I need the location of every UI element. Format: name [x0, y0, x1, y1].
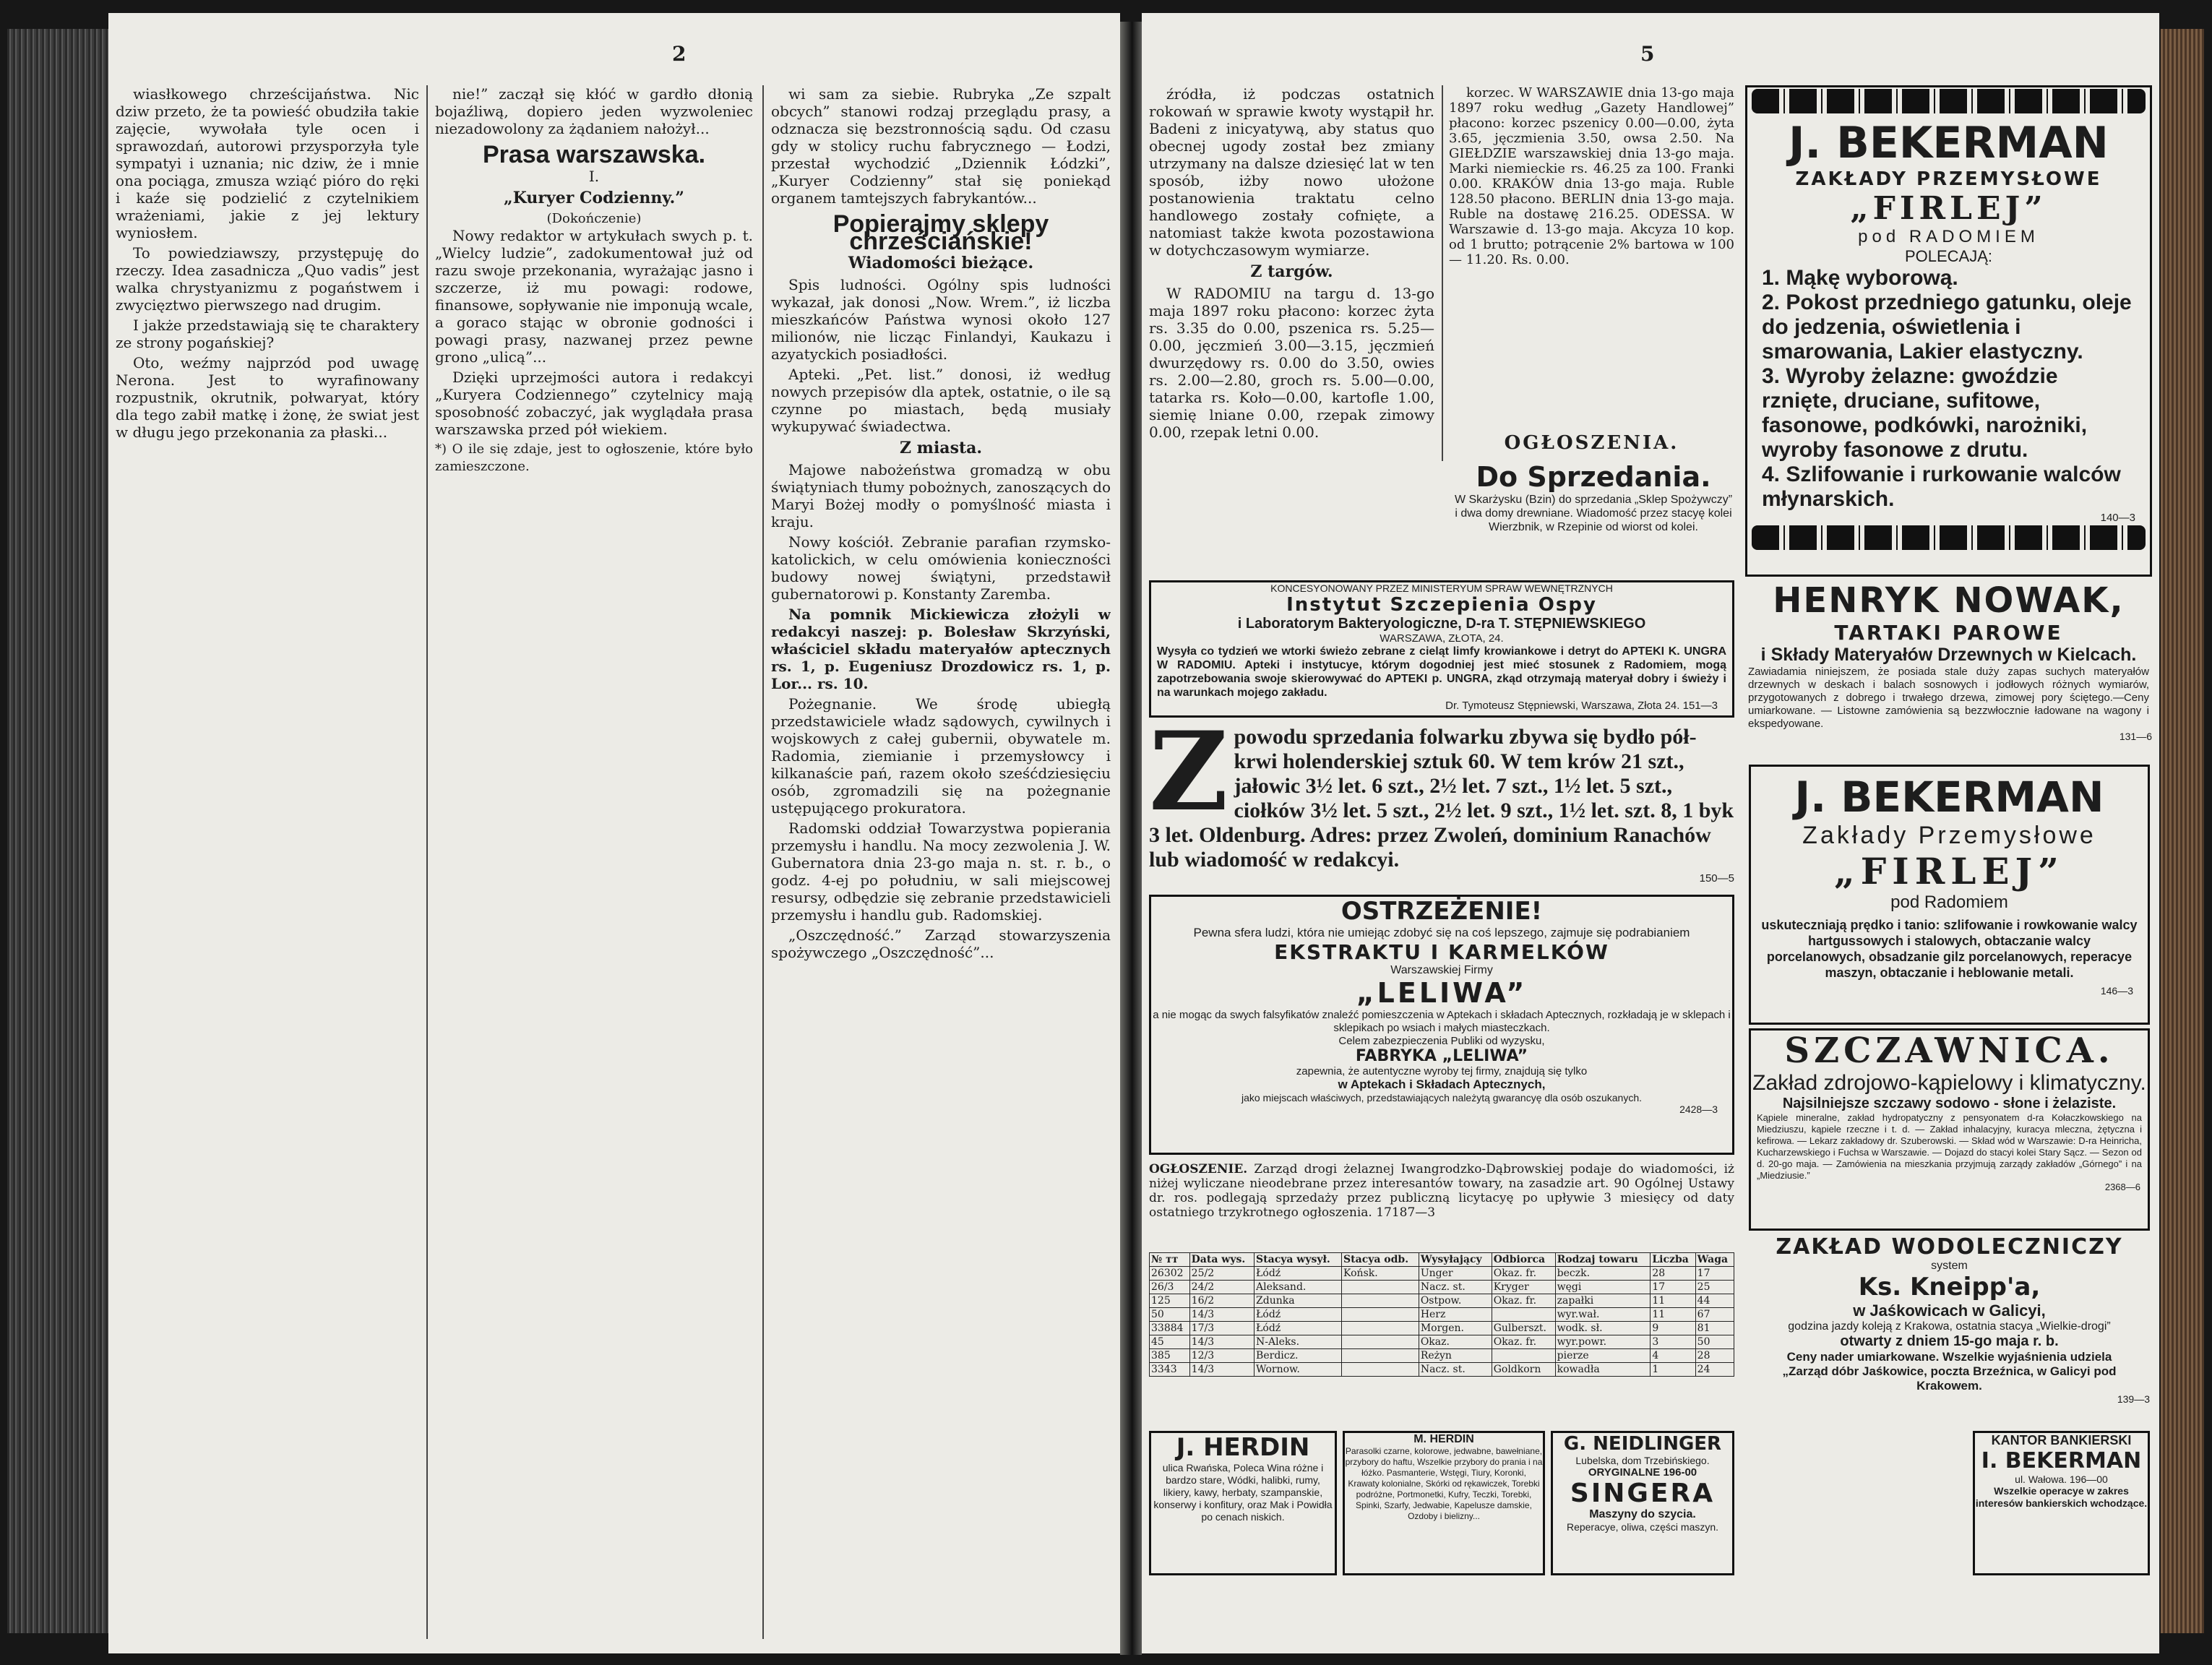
- ad-text: Wysyła co tydzień we wtorki świeżo zebrane z cieląt limfy krowiankowe i detryt do APTEKI K. UNGRA W RADOMIU. Apteki i instytucye, którym dogodniej jest mieć stosunek z Radomiem, mogą zapotrzebowania swoje skierowywać do APTEKI p. UNGRA, zkąd otrzymają materyał dobry i świeży i na warunkach mojego zakładu.: [1157, 645, 1726, 699]
- table-cell: Ostpow.: [1419, 1294, 1492, 1308]
- ad-text: system: [1931, 1260, 1968, 1272]
- ad-code: 150—5: [1699, 872, 1734, 885]
- ad-place: pod RADOMIEM: [1858, 227, 2039, 246]
- table-header-cell: Wysyłający: [1419, 1253, 1492, 1267]
- news-item: Pożegnanie. We środę ubiegłą przedstawiciele władz sądowych, cywilnych i wojskowych z całej gubernii, obywatele m. Radomia, ziemianie i przemysłowcy i kilkanaście pań, razem około sześćdziesięciu osób, zgromadzili się na pożegnanie ustępującego prokuratora.: [771, 695, 1111, 817]
- table-cell: 9: [1651, 1322, 1695, 1335]
- ad-brand: „LELIWA”: [1356, 977, 1528, 1009]
- table-cell: Łódź: [1255, 1267, 1342, 1281]
- book-edge-right: [2161, 29, 2204, 1633]
- ad-text: W Skarżysku (Bzin) do sprzedania „Sklep Spożywczy” i dwa domy drewniane. Wiadomość przez stacyę kolei Wierzbnik, w Rzepinie od wiorst od kolei.: [1454, 494, 1733, 533]
- left-column-3: [771, 85, 1111, 1646]
- table-cell: Nacz. st.: [1419, 1363, 1492, 1377]
- product-item: 3. Wyroby żelazne: gwoździe rznięte, druciane, sufitowe, fasonowe, podkówki, narożniki, wyroby fasonowe z drutu.: [1762, 364, 2088, 462]
- table-cell: wyr.wał.: [1555, 1308, 1651, 1322]
- left-column-2: [435, 85, 753, 1646]
- left-column-1: [116, 85, 419, 1646]
- ad-folwark: [1149, 725, 1734, 891]
- table-cell: 25/2: [1189, 1267, 1254, 1281]
- table-cell: N-Aleks.: [1255, 1335, 1342, 1349]
- ad-subtitle: ZAKŁADY PRZEMYSŁOWE: [1795, 168, 2102, 190]
- notice-text: Zarząd drogi żelaznej Iwangrodzko-Dąbrowskiej podaje do wiadomości, iż niżej wyliczane nieodebrane przez interesantów towary, na zasadzie art. 90 Ogólnej Ustawy dr. ros. podlegają sprzedaży przez publiczną licytacyę po upływie 3 miesięcy od daty ostatniego trzykrotnego ogłoszenia.: [1149, 1162, 1734, 1220]
- table-cell: 67: [1695, 1308, 1734, 1322]
- ad-text: w Aptekach i Składach Aptecznych,: [1338, 1077, 1546, 1091]
- ad-bekerman-zaklady: [1749, 765, 2150, 1025]
- ad-firm: FABRYKA „LELIWA”: [1355, 1047, 1528, 1065]
- ad-text: zapewnia, że autentyczne wyroby tej firmy, znajdują się tylko: [1296, 1065, 1588, 1077]
- table-cell: Łódź: [1255, 1308, 1342, 1322]
- page-number-right: 5: [1640, 42, 1655, 66]
- table-cell: [1342, 1335, 1419, 1349]
- ad-address: Lubelska, dom Trzebińskiego.: [1575, 1455, 1710, 1466]
- ad-code: 2428—3: [1679, 1103, 1718, 1115]
- ad-code: 140—3: [2100, 512, 2135, 524]
- table-cell: 28: [1695, 1349, 1734, 1363]
- ad-place: w Jaśkowicach w Galicyi,: [1853, 1302, 2046, 1320]
- table-cell: Końsk.: [1342, 1267, 1419, 1281]
- table-cell: 11: [1651, 1294, 1695, 1308]
- table-cell: Okaz.: [1419, 1335, 1492, 1349]
- article-paragraph: nie!” zaczął się kłóć w gardło dłonią bojaźliwą, dopiero jeden wyzwoleniec niezadowolony za żądaniem nałożył...: [435, 85, 753, 137]
- article-paragraph: Dzięki uprzejmości autora i redakcyi „Kuryera Codziennego” czytelnicy mają sposobność zobaczyć, jak wyglądała prasa warszawska przed pół wiekiem.: [435, 369, 753, 438]
- ad-title: HENRYK NOWAK,: [1773, 580, 2125, 621]
- ad-text: Zawiadamia niniejszem, że posiada stale duży zapas suchych materyałów drzewnych w deskach i balach sosnowych i jodłowych różnych wymiarów, przygotowanych z dobrego i trwałego drzewa, zimowej pory ściętego.—Ceny umiarkowane. — Listowne zamówienia są bezzwłocznie ładowane na wagony i ekspedyowane.: [1748, 666, 2149, 730]
- table-cell: 26302: [1150, 1267, 1190, 1281]
- table-row: [1150, 1308, 1734, 1322]
- table-cell: Goldkorn: [1492, 1363, 1555, 1377]
- ad-initial: Z: [1149, 725, 1228, 835]
- table-cell: 14/3: [1189, 1363, 1254, 1377]
- table-header-cell: Stacya wysył.: [1255, 1253, 1342, 1267]
- article-paragraph: Oto, weźmy najprzód pod uwagę Nerona. Jest to wyrafinowany rozpustnik, okrutnik, połwaryat, który dla tego zabił matkę i żonę, że swiat jest w długu jego przekonania za płaski...: [116, 354, 419, 441]
- ad-address: ul. Wałowa. 196—00: [2015, 1473, 2108, 1485]
- ad-subtitle: i Laboratorym Bakteryologiczne, D-ra T. STĘPNIEWSKIEGO: [1237, 616, 1646, 632]
- right-column-1: [1149, 85, 1434, 490]
- ad-text: Kąpiele mineralne, zakład hydropatyczny z pensyonatem d-ra Kołaczkowskiego na Miedziuszu, kąpiele rzeczne i t. d. — Zakład inhalacyjny, kuracya mleczna, żętyczna i kefirowa. — Lekarz zakładowy dr. Szuberowski. — Skład wód w Warszawie: D-ra Heinricha, Kucharzewskiego i Fuchsa w Warszawie. — Dojazd do stacyi kolei Stary Sącz. — Sezon od d. 20-go maja. — Zamówienia na mieszkania przyjmują zarządy zakładów „Górnego” i na „Miedziusie.”: [1757, 1112, 2142, 1181]
- ad-address: „Zarząd dóbr Jaśkowice, poczta Brzeźnica, w Galicyi pod Krakowem.: [1782, 1364, 2117, 1393]
- table-header-cell: Rodzaj towaru: [1555, 1253, 1651, 1267]
- ad-text: Reperacye, oliwa, części maszyn.: [1566, 1521, 1719, 1533]
- ad-title: G. NEIDLINGER: [1563, 1433, 1722, 1455]
- table-cell: 12/3: [1189, 1349, 1254, 1363]
- table-cell: [1342, 1308, 1419, 1322]
- ad-neidlinger: [1551, 1431, 1734, 1575]
- left-page: [108, 13, 1120, 1653]
- table-cell: [1342, 1363, 1419, 1377]
- ad-instytut: [1149, 580, 1734, 718]
- ad-bekerman-firlej: [1745, 85, 2152, 577]
- article-paragraph: źródła, iż podczas ostatnich rokowań w sprawie kwoty wystąpił hr. Badeni z inicyatywą, aby status quo obecnej ugody został bez zmiany utrzymany na dalsze dziesięć lat w ten sposób, iżby nowo ułożone postanowienia traktatu celno handlowego zostały cofnięte, a natomiast także kwota pozostawiona w dotychczasowym wymiarze.: [1149, 85, 1434, 259]
- table-cell: 3343: [1150, 1363, 1190, 1377]
- table-row: [1150, 1335, 1734, 1349]
- ad-ostrzezenie: [1149, 895, 1734, 1155]
- ad-text: ORYGINALNE 196-00: [1588, 1466, 1697, 1479]
- table-cell: Herz: [1419, 1308, 1492, 1322]
- table-cell: 4: [1651, 1349, 1695, 1363]
- ad-title: ZAKŁAD WODOLECZNICZY: [1776, 1234, 2123, 1260]
- table-cell: Wornow.: [1255, 1363, 1342, 1377]
- ad-code: 151—3: [1682, 700, 1718, 712]
- table-cell: 16/2: [1189, 1294, 1254, 1308]
- table-cell: 24/2: [1189, 1281, 1254, 1294]
- table-cell: Łódź: [1255, 1322, 1342, 1335]
- news-item: Radomski oddział Towarzystwa popierania przemysłu i handlu. Na mocy zezwolenia J. W. Gubernatora dnia 23-go maja n. st. r. b., o godz. 4-ej po południu, w sali miejscowej resursy, odbędzie się zebranie przedstawicieli przemysłu i handlu gub. Radomskiej.: [771, 819, 1111, 924]
- ad-text: Pewna sfera ludzi, która nie umiejąc zdobyć się na coś lepszego, zajmuje się podrabianiem: [1193, 926, 1690, 939]
- table-header-cell: № тт: [1150, 1253, 1190, 1267]
- table-row: [1150, 1363, 1734, 1377]
- table-row: [1150, 1294, 1734, 1308]
- rail-table-wrapper: [1149, 1252, 1734, 1426]
- subheading: Z miasta.: [899, 439, 983, 457]
- table-cell: Zdunka: [1255, 1294, 1342, 1308]
- table-cell: Kryger: [1492, 1281, 1555, 1294]
- table-cell: pierze: [1555, 1349, 1651, 1363]
- book-gutter: [1120, 22, 1142, 1655]
- chain-border: [1752, 525, 2146, 550]
- table-header-cell: Odbiorca: [1492, 1253, 1555, 1267]
- table-cell: 28: [1651, 1267, 1695, 1281]
- ad-subtitle: Zakład zdrojowo-kąpielowy i klimatyczny.: [1752, 1071, 2146, 1095]
- ad-subtitle: Najsilniejsze szczawy sodowo - słone i żelaziste.: [1782, 1096, 2117, 1111]
- ad-text: Wszelkie operacye w zakres interesów bankierskich wchodzące.: [1975, 1485, 2148, 1509]
- table-cell: 50: [1695, 1335, 1734, 1349]
- notice-title: OGŁOSZENIE.: [1149, 1162, 1248, 1176]
- ad-text: Ceny nader umiarkowane. Wszelkie wyjaśnienia udziela: [1786, 1350, 2112, 1364]
- table-cell: zapałki: [1555, 1294, 1651, 1308]
- ad-title: J. BEKERMAN: [1789, 118, 2109, 168]
- ad-text: Warszawskiej Firmy: [1390, 964, 1493, 976]
- ad-title: Instytut Szczepienia Ospy: [1286, 594, 1597, 616]
- table-cell: Okaz. fr.: [1492, 1335, 1555, 1349]
- ad-title: J. BEKERMAN: [1794, 773, 2104, 822]
- table-cell: 11: [1651, 1308, 1695, 1322]
- ad-name: Ks. Kneipp'a,: [1858, 1273, 2041, 1302]
- subheading: Wiadomości bieżące.: [848, 254, 1034, 272]
- ad-text: Celem zabezpieczenia Publiki od wyzysku,: [1338, 1035, 1545, 1047]
- table-cell: Okaz. fr.: [1492, 1267, 1555, 1281]
- table-cell: 50: [1150, 1308, 1190, 1322]
- table-cell: 17/3: [1189, 1322, 1254, 1335]
- table-cell: 45: [1150, 1335, 1190, 1349]
- ad-title: OSTRZEŻENIE!: [1340, 897, 1543, 926]
- ad-herdin: [1149, 1431, 1337, 1575]
- section-heading: Popierajmy sklepy chrześciańskie!: [832, 210, 1049, 255]
- column-rule: [762, 85, 764, 1639]
- table-cell: 3: [1651, 1335, 1695, 1349]
- column-rule: [1442, 85, 1443, 461]
- ad-text: Maszyny do szycia.: [1589, 1508, 1696, 1520]
- table-cell: 385: [1150, 1349, 1190, 1363]
- article-paragraph: wi sam za siebie. Rubryka „Ze szpalt obcych” stanowi rodzaj przeglądu prasy, a odznacza się bezstronnością sądu. Od czasu gdy w stolicy ruchu fabrycznego — Łodzi, przestał wychodzić „Dziennik Łódzki”, „Kuryer Codzienny” stał się poniekąd organem tamtejszych fabrykantów...: [771, 85, 1111, 207]
- table-cell: Unger: [1419, 1267, 1492, 1281]
- table-cell: wyr.powr.: [1555, 1335, 1651, 1349]
- table-cell: 14/3: [1189, 1308, 1254, 1322]
- ad-text: a nie mogąc da swych falsyfikatów znaleźć pomieszczenia w Aptekach i składach Aptecznych, rozkładają je w sklepach i sklepikach po wsiach i małych miasteczkach.: [1153, 1009, 1731, 1034]
- table-cell: 44: [1695, 1294, 1734, 1308]
- ad-subtitle: Zakłady Przemysłowe: [1802, 822, 2096, 849]
- table-cell: Reżyn: [1419, 1349, 1492, 1363]
- table-cell: kowadła: [1555, 1363, 1651, 1377]
- table-cell: 24: [1695, 1363, 1734, 1377]
- ad-do-sprzedania: [1453, 461, 1734, 577]
- product-item: 2. Pokost przedniego gatunku, oleje do jedzenia, oświetlenia i smarowania, Lakier elastyczny.: [1762, 291, 2132, 363]
- notice-code: 17187—3: [1376, 1205, 1436, 1220]
- table-cell: 125: [1150, 1294, 1190, 1308]
- table-row: [1150, 1349, 1734, 1363]
- column-rule: [426, 85, 428, 1639]
- ad-brand: SINGERA: [1570, 1479, 1716, 1508]
- ad-recommend: POLECAJĄ:: [1904, 247, 1993, 265]
- ad-subtitle: TARTAKI PAROWE: [1834, 621, 2063, 645]
- table-header-cell: Liczba: [1651, 1253, 1695, 1267]
- page-number-left: 2: [672, 42, 687, 66]
- subheading: Z targów.: [1250, 262, 1333, 281]
- table-cell: węgi: [1555, 1281, 1651, 1294]
- news-item: Na pomnik Mickiewicza złożyli w redakcyi naszej: p. Bolesław Skrzyński, właściciel składu materyałów aptecznych rs. 1, p. Eugeniusz Drozdowicz rs. 1, p. Lor... rs. 10.: [771, 606, 1111, 692]
- table-cell: 14/3: [1189, 1335, 1254, 1349]
- ad-code: 139—3: [2117, 1393, 2150, 1405]
- rail-notice: [1149, 1162, 1734, 1249]
- article-paragraph: I jakże przedstawiają się te charaktery ze strony pogańskiej?: [116, 317, 419, 351]
- ad-subtitle: i Składy Materyałów Drzewnych w Kielcach.: [1760, 645, 2137, 665]
- table-cell: Berdicz.: [1255, 1349, 1342, 1363]
- ad-kantor: [1973, 1431, 2150, 1575]
- ad-title: I. BEKERMAN: [1981, 1448, 2142, 1473]
- ad-brand: „FIRLEJ”: [1850, 190, 2047, 227]
- rail-table: [1149, 1252, 1734, 1377]
- news-item: „Oszczędność.” Zarząd stowarzyszenia spożywczego „Oszczędność”...: [771, 926, 1111, 961]
- table-cell: 1: [1651, 1363, 1695, 1377]
- ad-header: KANTOR BANKIERSKI: [1991, 1433, 2132, 1447]
- ad-text: uskuteczniają prędko i tanio: szlifowanie i rowkowanie walcy hartgussowych i stalowych, obtaczanie walcy porcelanowych, obsadzanie gilz porcelanowych, reperacye maszyn, obtaczanie i heblowanie metali.: [1761, 918, 2138, 980]
- table-cell: Gulberszt.: [1492, 1322, 1555, 1335]
- right-column-2: [1449, 85, 1734, 324]
- table-cell: [1342, 1349, 1419, 1363]
- ad-szczawnica: [1749, 1028, 2150, 1231]
- section-heading: Prasa warszawska.: [482, 141, 706, 168]
- table-cell: [1492, 1308, 1555, 1322]
- article-paragraph: Nowy redaktor w artykułach swych p. t. „Wielcy ludzie”, zadokumentował już od razu swoje przekonania, wyrażając jasno i szczerze, iż mu powagi: rodowe, finansowe, sopływanie nie imponują wcale, a goraco stając w obronie godności i powagi prasy, nazwanej przez pewne grono „ulicą”...: [435, 227, 753, 366]
- ad-address: WARSZAWA, ZŁOTA, 24.: [1380, 632, 1504, 645]
- table-header-cell: Waga: [1695, 1253, 1734, 1267]
- table-cell: Okaz. fr.: [1492, 1294, 1555, 1308]
- footnote: *) O ile się zdaje, jest to ogłoszenie, które było zamieszczone.: [435, 442, 753, 474]
- product-item: 1. Mąkę wyborową.: [1762, 266, 1958, 290]
- table-header-cell: Data wys.: [1189, 1253, 1254, 1267]
- ad-wodolecznictwo: [1749, 1234, 2150, 1429]
- news-item: Spis ludności. Ogólny spis ludności wykazał, jak donosi „Now. Wrem.”, iż liczba mieszkańców Państwa wynosi około 127 milionów, nie licząc Finlandyi, Kaukazu i azyatyckich posiadłości.: [771, 276, 1111, 363]
- product-item: 4. Szlifowanie i rurkowanie walców młynarskich.: [1762, 462, 2121, 511]
- ad-signature: Dr. Tymoteusz Stępniewski,: [1445, 700, 1579, 712]
- market-prices: korzec. W WARSZAWIE dnia 13-go maja 1897 roku według „Gazety Handlowej” płacono: korzec pszenicy 0.00—0.00, żyta 3.65, jęczmienia 3.50, owsa 2.50. Na GIEŁDZIE warszawskiej dnia 13-go maja. Marki niemieckie rs. 46.25 za 100. Franki 0.00. KRAKÓW dnia 13-go maja. Ruble 128.50 płacono. BERLIN dnia 13-go maja. Ruble na dostawę 216.25. ODESSA. W Warszawie d. 13-go maja. Akcyza 10 kop. od 1 brutto; potrącenie 2% bartowa w 100 — 11.20. Rs. 0.00.: [1449, 85, 1734, 267]
- table-cell: [1492, 1349, 1555, 1363]
- ad-title: M. HERDIN: [1413, 1433, 1474, 1445]
- article-paragraph: To powiedziawszy, przystępuję do rzeczy. Idea zasadnicza „Quo vadis” jest walka chrystyanizmu z pogaństwem i zwycięztwo pierwszego nad drugim.: [116, 244, 419, 314]
- ad-text: Parasolki czarne, kolorowe, jedwabne, bawełniane, przybory do haftu, Wszelkie przybory do prania i na łóżko. Pasmanterie, Wstęgi, Tiury, Koronki, Krawaty kolonialne, Skórki od rękawiczek, Torebki podróżne, Portmonetki, Kufry, Teczki, Torebki, Spinki, Szarfy, Jedwabie, Kapelusze damskie, Ozdoby i bielizny...: [1345, 1446, 1543, 1521]
- market-prices: W RADOMIU na targu d. 13-go maja 1897 roku płacono: korzec żyta rs. 3.35 do 0.00, pszenica rs. 5.25—0.00, jęczmień 3.00—3.15, jęczmień dwurzędowy rs. 0.00 do 3.50, owies rs. 2.00—2.80, groch rs. 5.00—0.00, tatarka rs. Koło—0.00, kartofle 1.00, siemię lniane 0.00, rzepak zimowy 0.00, rzepak letni 0.00.: [1149, 285, 1434, 441]
- table-cell: [1342, 1281, 1419, 1294]
- news-item: Apteki. „Pet. list.” donosi, iż według nowych przepisów dla aptek, ostatnie, o ile są czynne po miastach, będą musiały wykupywać świadectwa.: [771, 366, 1111, 435]
- subnote: (Dokończenie): [546, 211, 642, 226]
- table-cell: 26/3: [1150, 1281, 1190, 1294]
- table-cell: Nacz. st.: [1419, 1281, 1492, 1294]
- subheading: „Kuryer Codzienny.”: [504, 189, 684, 207]
- table-cell: wodk. sł.: [1555, 1322, 1651, 1335]
- ad-title: SZCZAWNICA.: [1784, 1031, 2114, 1071]
- ad-code: 131—6: [2119, 731, 2152, 742]
- table-cell: 17: [1651, 1281, 1695, 1294]
- ad-text: godzina jazdy koleją z Krakowa, ostatnia stacya „Wielkie-drogi”: [1788, 1320, 2111, 1333]
- ad-text: ulica Rwańska, Poleca Wina różne i bardzo stare, Wódki, halibki, rumy, likiery, kawy, herbaty, szampanskie, konserwy i konfitury, oraz Mak i Powidła po cenach niskich.: [1153, 1462, 1333, 1523]
- table-cell: [1342, 1322, 1419, 1335]
- ad-city: Warszawa, Złota 24.: [1581, 700, 1680, 712]
- table-row: [1150, 1267, 1734, 1281]
- notices-title: OGŁOSZENIA.: [1504, 432, 1679, 454]
- ad-code: 146—3: [2100, 985, 2133, 997]
- news-item: Nowy kościół. Zebranie parafian rzymsko-katolickich, w celu omówienia konieczności budowy nowej świątyni, przedstawił gubernatorowi p. Konstanty Zaremba.: [771, 533, 1111, 603]
- ad-code: 2368—6: [2104, 1182, 2140, 1192]
- book-edge-left: [7, 29, 116, 1633]
- table-row: [1150, 1281, 1734, 1294]
- table-cell: [1342, 1294, 1419, 1308]
- ad-title: J. HERDIN: [1176, 1433, 1310, 1462]
- news-item: Majowe nabożeństwa gromadzą w obu świątyniach tłumy pobożnych, zanoszących do Maryi Bożej modły o pomyślność miasta i kraju.: [771, 461, 1111, 530]
- ad-header: KONCESYONOWANY PRZEZ MINISTERYUM SPRAW WEWNĘTRZNYCH: [1270, 582, 1613, 594]
- ad-product: EKSTRAKTU I KARMELKÓW: [1274, 940, 1609, 964]
- ad-m-herdin: [1343, 1431, 1545, 1575]
- ad-text: jako miejscach właściwych, przedstawiających należytą gwarancyę dla osób oszukanych.: [1241, 1092, 1643, 1103]
- ad-text: otwarty z dniem 15-go maja r. b.: [1840, 1333, 2059, 1349]
- ad-place: pod Radomiem: [1890, 892, 2008, 912]
- table-cell: 33884: [1150, 1322, 1190, 1335]
- table-cell: beczk.: [1555, 1267, 1651, 1281]
- ad-text: powodu sprzedania folwarku zbywa się bydło pół-krwi holenderskiej sztuk 60. W tem krów 21 szt., jałowic 3½ let. 6 szt., 2½ let. 7 szt., 1½ let. 5 szt., ciołków 3½ let. 5 szt., 2½ let. 9 szt., 1½ let. szt. 8, 1 byk 3 let. Oldenburg. Adres: przez Zwoleń, dominium Ranachów lub wiadomość w redakcyi.: [1149, 725, 1734, 872]
- right-page: [1142, 13, 2159, 1653]
- ad-title: Do Sprzedania.: [1476, 461, 1711, 493]
- table-row: [1150, 1322, 1734, 1335]
- table-cell: Morgen.: [1419, 1322, 1492, 1335]
- chain-border: [1752, 89, 2146, 113]
- table-cell: 81: [1695, 1322, 1734, 1335]
- table-header-cell: Stacya odb.: [1342, 1253, 1419, 1267]
- table-cell: 25: [1695, 1281, 1734, 1294]
- article-paragraph: wiasłkowego chrześcijaństwa. Nic dziw przeto, że ta powieść obudziła takie zajęcie, wywołała tyle ocen i sprawozdań, autorowi przysporzyła tyle sympatyi i uznania; nic dziw, że i mnie ona pociąga, zmusza wziąć pióro do ręki i kaźe się podzielić z czytelnikiem wrażeniami, jakie z jej lektury wyniosłem.: [116, 85, 419, 241]
- section-number: I.: [588, 168, 600, 185]
- table-cell: 17: [1695, 1267, 1734, 1281]
- table-cell: Aleksand.: [1255, 1281, 1342, 1294]
- ad-brand: „FIRLEJ”: [1834, 850, 2065, 892]
- ad-henryk-nowak: [1745, 580, 2152, 761]
